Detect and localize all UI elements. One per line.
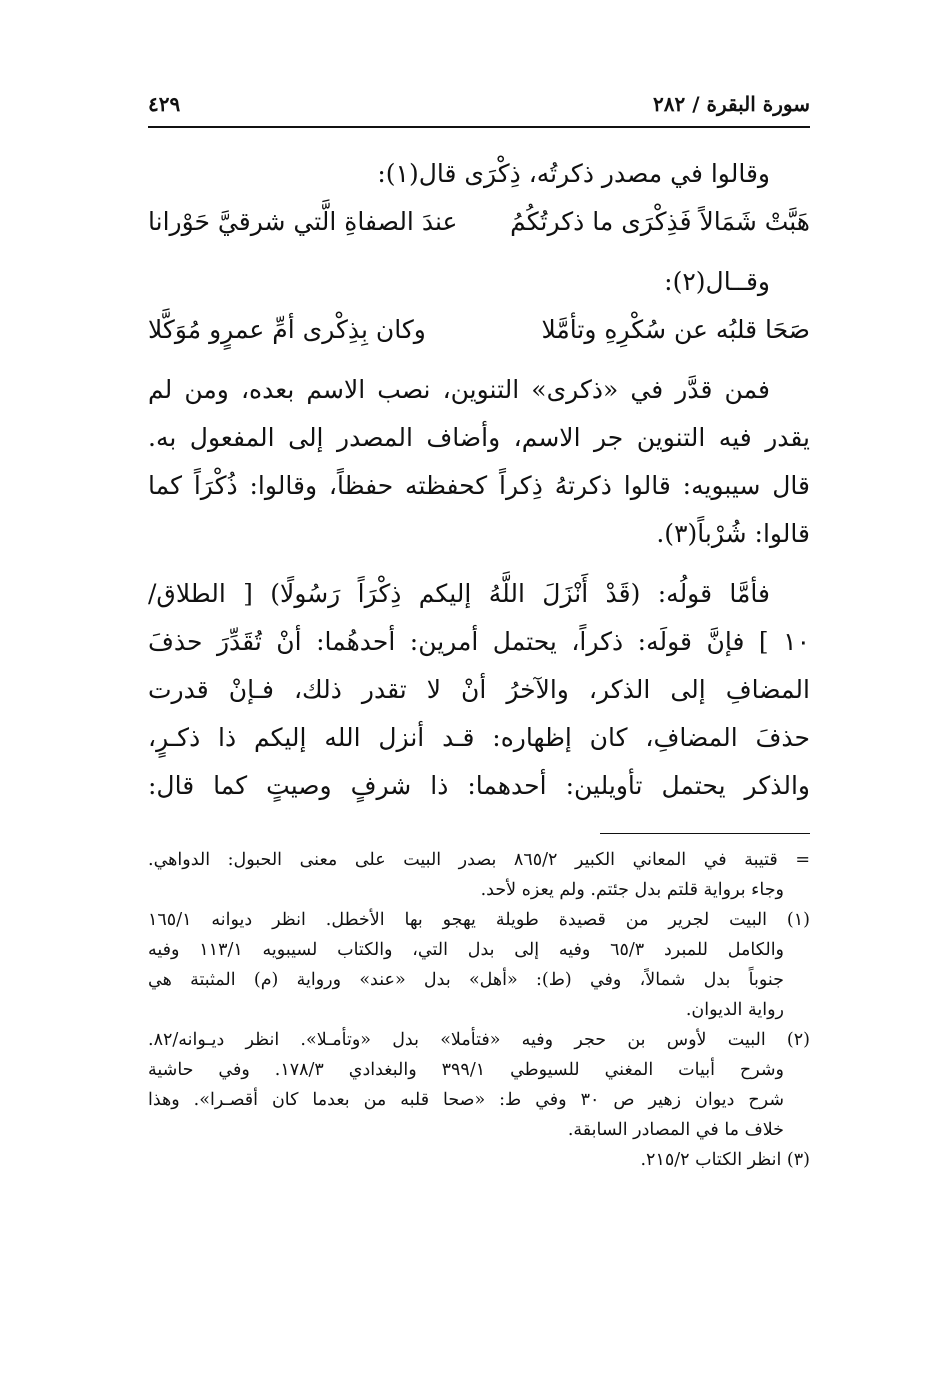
footnote-1: (١) البيت لجرير من قصيدة طويلة يهجو بها الأخطل. انظر ديوانه ١٦٥/١ [148,910,810,930]
paragraph-line: ١٠ ] فإنَّ قولَه: ذكراً، يحتمل أمرين: أحدهُما: أنْ تُقَدِّرَ حذفَ [148,627,810,656]
verse-line [148,306,810,354]
footnote-line: والكامل للمبرد ٦٥/٣ وفيه إلى بدل التي، والكتاب لسيبويه ١١٣/١ وفيه [148,940,785,960]
footnote-line: خلاف ما في المصادر السابقة. [567,1120,784,1140]
verse-second-hemistich: عندَ الصفاةِ الَّتي شرقيَّ حَوْرانا [148,207,458,236]
paragraph-line: قال سيبويه: قالوا ذكرتهُ ذِكراً كحفظته حفظاً، وقالوا: ذُكْرَاً كما [148,471,810,500]
header-rule [148,126,810,128]
footnote-line: جنوباً بدل شمالاً، وفي (ط): «أهل» بدل «عند» ورواية (م) المثبتة هي [148,970,784,990]
verse-first-hemistich: صَحَا قلبُه عن سُكْرِهِ وتأمَّلا [541,315,810,344]
footnote-2: (٢) البيت لأوس بن حجر وفيه «فتأملا» بدل «وتأمـلا». انظر ديـوانه/٨٢. [148,1030,810,1050]
footnote-line: رواية الديوان. [685,1000,784,1020]
footnote-line: = قتيبة في المعاني الكبير ٨٦٥/٢ بصدر البيت على معنى الحبول: الدواهي. [148,850,810,870]
chapter-title: سورة البقرة / ٢٨٢ [653,92,810,116]
paragraph-line: فأمَّا قولُه: (قَدْ أَنْزَلَ اللَّهُ إليكم ذِكْرَاً رَسُولًا) [ الطلاق/ [148,579,770,608]
paragraph-line: قالوا: شُرْباً(٣). [656,519,810,548]
main-text [148,150,810,810]
page-number: ٤٢٩ [148,92,181,116]
intro-line: وقالوا في مصدر ذكرتُه، ذِكْرَى قال(١): [377,159,770,188]
verse-second-hemistich: وكان بِذِكْرى أمِّ عمرٍو مُوَكَّلا [148,315,426,344]
paragraph-line: فمن قدَّر في «ذكرى» التنوين، نصب الاسم بعده، ومن لم [148,375,770,404]
paragraph-line: والذكر يحتمل تأويلين: أحدهما: ذا شرفٍ وصيتٍ كما قال: [148,771,810,800]
footnote-separator [600,833,810,834]
paragraph-line: حذفَ المضافِ، كان إظهاره: قـد أنزل الله إليكم ذا ذكـرٍ، [148,723,810,752]
footnote-line: وجاء برواية قلتم بدل جئتم. ولم يعزه لأحد. [480,880,784,900]
footnote-line: شرح ديوان زهير ص ٣٠ وفي ط: «صحا قلبه من بعدما كان أقصـرا». وهذا [148,1090,784,1110]
paragraph-line: المضافِ إلى الذكر، والآخرُ أنْ لا تقدر ذلك، فـإنْ قدرت [148,675,810,704]
running-header [148,92,810,126]
verse-line [148,198,810,246]
intro-line: وقــال(٢): [664,267,770,296]
paragraph-line: يقدر فيه التنوين جر الاسم، وأضاف المصدر إلى المفعول به. [148,423,810,452]
footnote-3: (٣) انظر الكتاب ٢١٥/٢. [640,1150,810,1170]
footnote-line: وشرح أبيات المغني للسيوطي ٣٩٩/١ والبغدادي ١٧٨/٣. وفي حاشية [148,1060,784,1080]
footnotes [148,845,810,1175]
verse-first-hemistich: هَبَّتْ شَمَالاً فَذِكْرَى ما ذكرتُكُمُ [510,207,810,236]
